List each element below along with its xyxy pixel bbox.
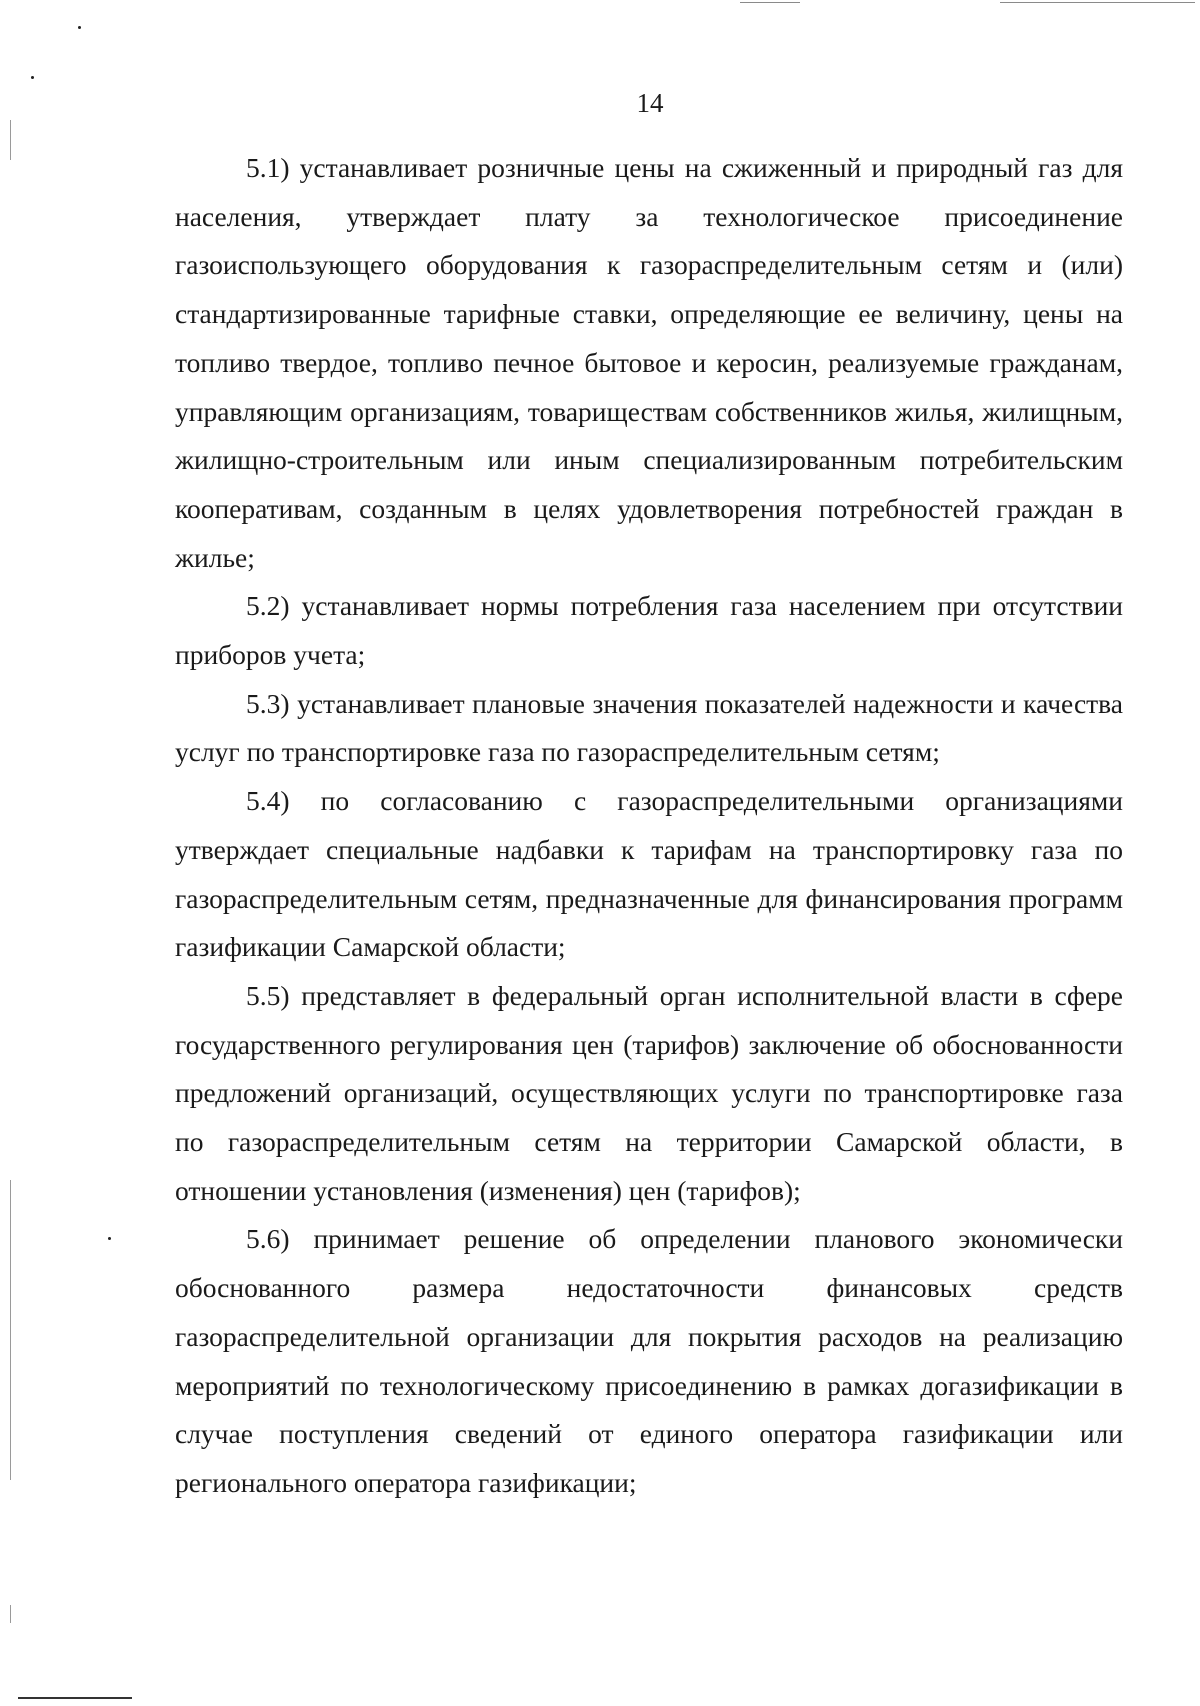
scan-left-edge (10, 1605, 11, 1623)
scan-bottom-edge (18, 1697, 132, 1699)
scan-left-edge (10, 120, 11, 160)
scan-left-edge (10, 1180, 11, 1480)
scan-speck (78, 26, 81, 29)
paragraph-5-1: 5.1) устанавливает розничные цены на сжиженный и природный газ для населения, утверждает плату за технологическое присоединение газоиспользующего оборудования к газораспределительным сетям и (или) стандартизированные тарифные ставки, определяющие ее величину, цены на топливо твердое, топливо печное бытовое и керосин, реализуемые гражданам, управляющим организациям, товариществам собственников жилья, жилищным, жилищно-строительным или иным специализированным потребительским кооперативам, созданным в целях удовлетворения потребностей граждан в жилье; (175, 152, 1123, 573)
scan-top-edge (740, 2, 800, 3)
scan-top-edge (1000, 2, 1195, 3)
scan-speck (108, 1237, 111, 1240)
paragraph-5-2: 5.2) устанавливает нормы потребления газа населением при отсутствии приборов учета; (175, 590, 1123, 671)
page-number: 14 (636, 88, 664, 118)
paragraph-5-6: 5.6) принимает решение об определении планового экономически обоснованного размера недостаточности финансовых средств газораспределительной организации для покрытия расходов на реализацию мероприятий по технологическому присоединению в рамках догазификации в случае поступления сведений от единого оператора газификации или регионального оператора газификации; (175, 1223, 1123, 1498)
paragraph-5-3: 5.3) устанавливает плановые значения показателей надежности и качества услуг по транспортировке газа по газораспределительным сетям; (175, 687, 1123, 768)
scan-speck (31, 76, 34, 79)
paragraph-5-4: 5.4) по согласованию с газораспределительными организациями утверждает специальные надбавки к тарифам на транспортировку газа по газораспределительным сетям, предназначенные для финансирования программ газификации Самарской области; (175, 785, 1123, 963)
document-body (175, 144, 1123, 1508)
paragraph-5-5: 5.5) представляет в федеральный орган исполнительной власти в сфере государственного регулирования цен (тарифов) заключение об обоснованности предложений организаций, осуществляющих услуги по транспортировке газа по газораспределительным сетям на территории Самарской области, в отношении установления (изменения) цен (тарифов); (175, 979, 1123, 1206)
